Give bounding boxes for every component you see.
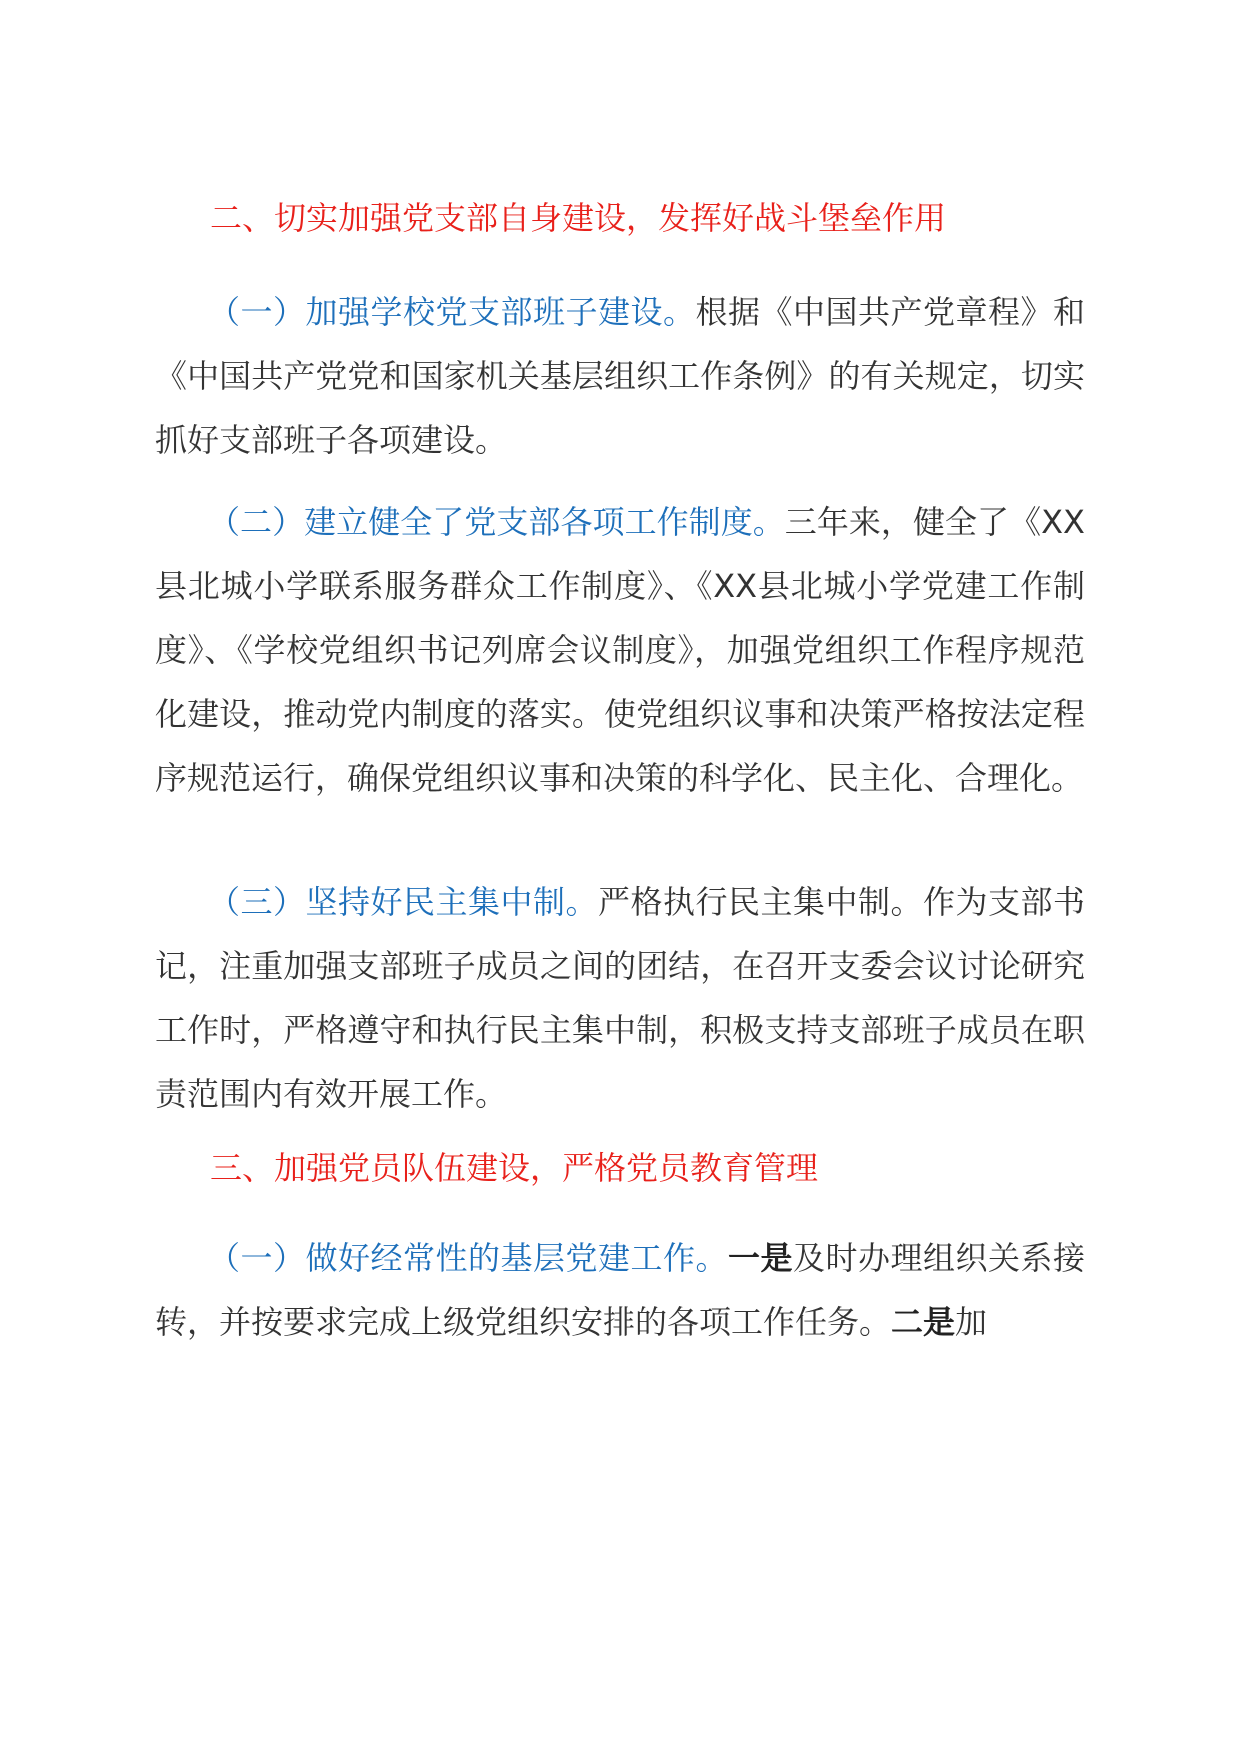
section-2-item-1-title: （一）加强学校党支部班子建设。 bbox=[208, 293, 696, 331]
section-2-item-2 bbox=[155, 490, 1085, 810]
section-3-item-1-lead-2: 二是 bbox=[891, 1303, 956, 1341]
section-2-item-3-title: （三）坚持好民主集中制。 bbox=[208, 883, 598, 921]
section-2-item-3-body: 严格执行民主集中制。作为支部书记，注重加强支部班子成员之间的团结，在召开支委会议讨论研究工作时，严格遵守和执行民主集中制，积极支持支部班子成员在职责范围内有效开展工作。 bbox=[155, 883, 1085, 1113]
section-3-item-1-lead-1: 一是 bbox=[727, 1239, 793, 1277]
section-2-heading: 二、切实加强党支部自身建设，发挥好战斗堡垒作用 bbox=[210, 199, 947, 237]
section-2-item-2-body: 三年来，健全了《XX县北城小学联系服务群众工作制度》、《XX县北城小学党建工作制度》、《学校党组织书记列席会议制度》，加强党组织工作程序规范化建设，推动党内制度的落实。使党组织议事和决策严格按法定程序规范运行，确保党组织议事和决策的科学化、民主化、合理化。 bbox=[155, 503, 1085, 797]
section-3-item-1-title: （一）做好经常性的基层党建工作。 bbox=[208, 1239, 728, 1277]
section-2-item-1-body: 根据《中国共产党章程》和《中国共产党党和国家机关基层组织工作条例》的有关规定，切实抓好支部班子各项建设。 bbox=[155, 293, 1085, 459]
section-3-heading: 三、加强党员队伍建设，严格党员教育管理 bbox=[210, 1149, 819, 1187]
section-2-item-3 bbox=[155, 870, 1085, 1126]
section-3-item-1-body-2: 加 bbox=[955, 1303, 988, 1341]
section-2-item-1 bbox=[155, 280, 1085, 472]
section-3-item-1-body-1: 及时办理组织关系接转，并按要求完成上级党组织安排的各项工作任务。 bbox=[155, 1239, 1085, 1341]
section-2-item-2-title: （二）建立健全了党支部各项工作制度。 bbox=[208, 503, 785, 541]
section-3-item-1 bbox=[155, 1226, 1085, 1354]
